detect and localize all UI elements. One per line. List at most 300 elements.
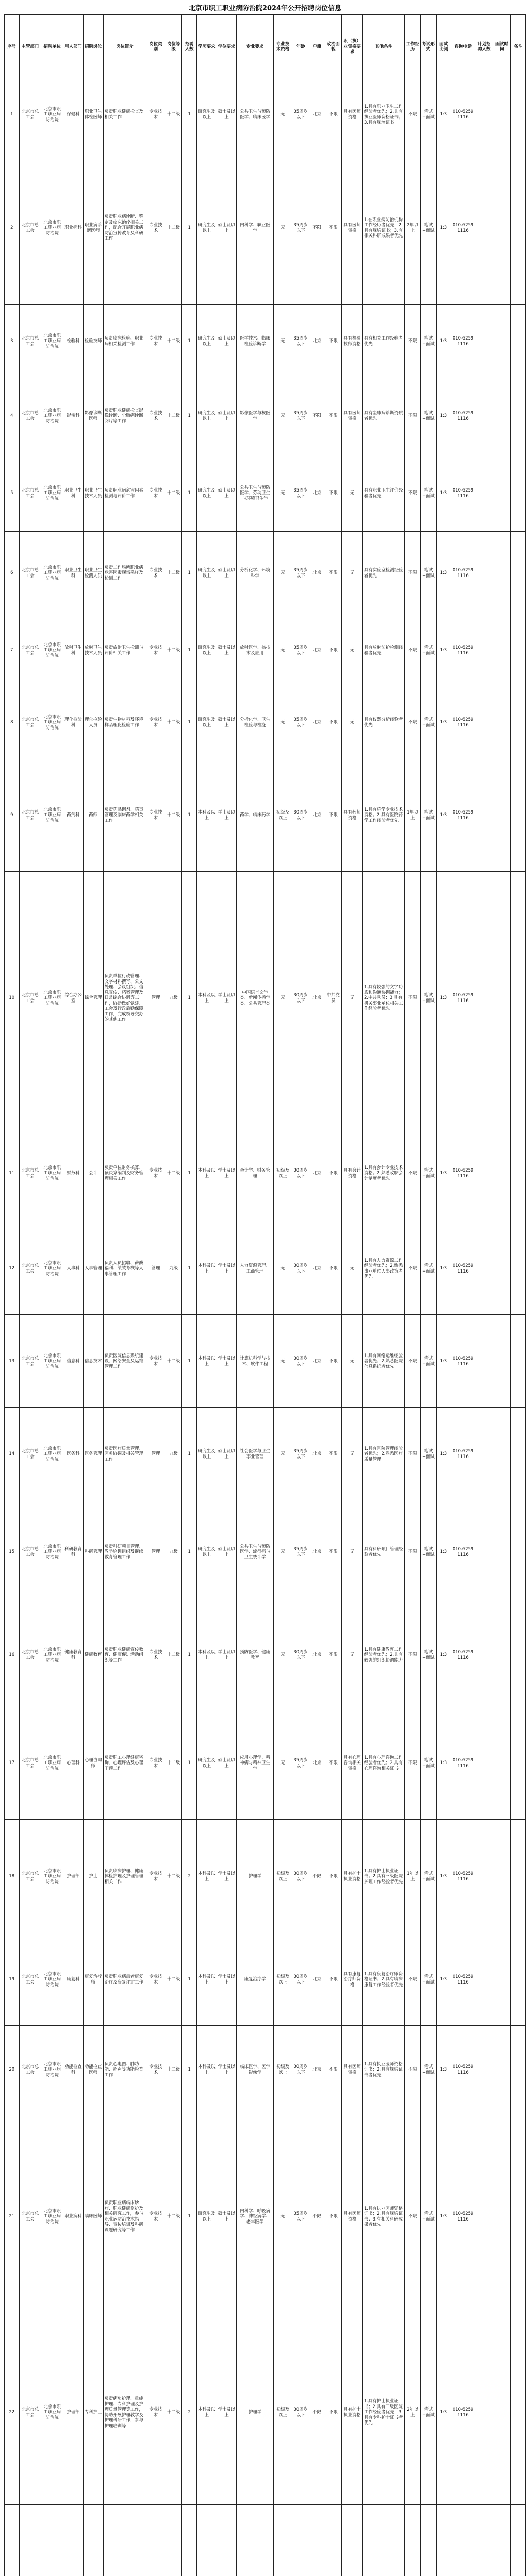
cell-post: 综合管理 [83,872,103,1124]
cell-num: 2 [182,1820,197,1933]
cell-exp: 1年以上 [405,1820,421,1933]
column-header: 户籍 [309,15,325,78]
cell-level: 十二级 [165,1820,182,1933]
cell-major: 预防医学、健康教育 [237,1603,273,1706]
cell-phone: 010-62591116 [451,2319,475,2505]
cell-type: 专业技术 [146,1315,165,1408]
cell-degree: 硕士及以上 [217,532,237,614]
cell-phone: 010-62591116 [451,758,475,872]
cell-hukou: 北京 [309,1603,325,1706]
cell-major: 会计学、财务管理 [237,1124,273,1222]
cell-edu: 研究生及以上 [196,2113,217,2319]
cell-license: 具有医师资格 [342,377,363,454]
cell-time [493,150,511,305]
cell-post: 信息技术 [83,1315,103,1408]
cell-unit [41,2505,63,2576]
cell-title: 无 [273,1315,292,1408]
cell-post: 职业卫生体检医师 [83,78,103,150]
cell-exp: 不限 [405,1315,421,1408]
column-header: 考试形式 [421,15,437,78]
cell-dept: 北京市总工会 [19,1408,41,1500]
cell-time [493,1315,511,1408]
cell-no: 16 [5,1603,20,1706]
cell-edu: 本科及以上 [196,1603,217,1706]
column-header: 招聘岗位 [83,15,103,78]
cell-no: 2 [5,150,20,305]
cell-level: 十二级 [165,686,182,758]
cell-hukou: 北京 [309,614,325,686]
cell-dept: 北京市总工会 [19,1500,41,1603]
cell-dept: 北京市总工会 [19,2113,41,2319]
cell-ratio [436,2505,451,2576]
cell-edu: 本科及以上 [196,1820,217,1933]
cell-exam: 笔试+面试 [421,1315,437,1408]
cell-other: 1.具有会计专业技术资格；2.熟悉政府会计制度者优先 [362,1124,405,1222]
cell-time [493,1222,511,1315]
cell-unit: 北京市职工职业病防治院 [41,150,63,305]
cell-plan [475,1820,493,1933]
cell-note [511,150,526,305]
cell-title: 无 [273,532,292,614]
cell-time [493,1820,511,1933]
cell-exp: 不限 [405,1500,421,1603]
cell-num [182,2505,197,2576]
cell-phone: 010-62591116 [451,1603,475,1706]
cell-user-dept: 放射卫生科 [63,614,84,686]
cell-note [511,1315,526,1408]
cell-user-dept: 护理部 [63,1820,84,1933]
cell-unit: 北京市职工职业病防治院 [41,2113,63,2319]
cell-ratio: 1:3 [436,872,451,1124]
cell-title: 无 [273,454,292,532]
cell-num: 1 [182,532,197,614]
cell-edu: 研究生及以上 [196,614,217,686]
cell-major: 药学、临床药学 [237,758,273,872]
cell-num: 1 [182,1315,197,1408]
cell-phone: 010-62591116 [451,532,475,614]
column-header: 年龄 [292,15,309,78]
cell-title: 无 [273,2113,292,2319]
cell-post: 人事管理 [83,1222,103,1315]
cell-phone: 010-62591116 [451,305,475,377]
table-row [5,1706,526,1820]
cell-edu: 研究生及以上 [196,686,217,758]
cell-politic: 不限 [325,532,342,614]
cell-title: 初级及以上 [273,2026,292,2113]
cell-major: 公共卫生与预防医学、临床医学 [237,78,273,150]
cell-exp: 不限 [405,614,421,686]
table-row [5,305,526,377]
cell-license [342,2505,363,2576]
cell-degree: 硕士及以上 [217,614,237,686]
cell-phone: 010-62591116 [451,1408,475,1500]
cell-time [493,1124,511,1222]
cell-age: 30周岁以下 [292,2319,309,2505]
table-row [5,150,526,305]
cell-plan [475,758,493,872]
cell-phone: 010-62591116 [451,1222,475,1315]
cell-exp: 2年以上 [405,150,421,305]
cell-unit: 北京市职工职业病防治院 [41,1820,63,1933]
cell-plan [475,1124,493,1222]
table-row [5,872,526,1124]
cell-degree: 硕士及以上 [217,454,237,532]
cell-plan [475,78,493,150]
cell-degree: 硕士及以上 [217,2113,237,2319]
cell-plan [475,305,493,377]
cell-politic: 不限 [325,758,342,872]
cell-politic: 不限 [325,454,342,532]
cell-intro: 负责病房护理、重症护理、专科护理及护理质量管理等工作，协助开展护理教学及护理科研工作，参与护理培训等 [103,2319,146,2505]
cell-politic: 不限 [325,2319,342,2505]
cell-title: 无 [273,78,292,150]
cell-license: 具有心理咨询相关资格 [342,1706,363,1820]
cell-time [493,2505,511,2576]
cell-exam: 笔试+面试 [421,377,437,454]
cell-dept: 北京市总工会 [19,686,41,758]
cell-other: 具有职业卫生评价经验者优先 [362,454,405,532]
cell-ratio: 1:3 [436,377,451,454]
cell-unit: 北京市职工职业病防治院 [41,872,63,1124]
cell-num: 1 [182,758,197,872]
cell-intro: 负责单位行政管理、文字材料撰写、公文处理、会议组织、信息宣传、档案管理及日常综合协调等工作，协助做好党建、工会及行政后勤保障工作，完成领导交办的其他工作 [103,872,146,1124]
cell-major: 社会医学与卫生事业管理 [237,1408,273,1500]
cell-type: 管理 [146,872,165,1124]
cell-license: 具有药师资格 [342,758,363,872]
cell-note [511,1408,526,1500]
cell-intro: 负责职业病危害因素检测与评价工作 [103,454,146,532]
cell-dept: 北京市总工会 [19,1315,41,1408]
cell-dept: 北京市总工会 [19,1933,41,2026]
column-header: 学历要求 [196,15,217,78]
cell-note [511,1820,526,1933]
cell-exp: 不限 [405,2026,421,2113]
cell-dept: 北京市总工会 [19,2319,41,2505]
cell-title: 无 [273,1603,292,1706]
cell-exp: 2年以上 [405,2319,421,2505]
cell-plan [475,2113,493,2319]
cell-title: 无 [273,1500,292,1603]
column-header: 备注 [511,15,526,78]
cell-title: 无 [273,1706,292,1820]
cell-post: 检验技师 [83,305,103,377]
cell-level: 十二级 [165,305,182,377]
cell-degree: 硕士及以上 [217,686,237,758]
cell-dept [19,2505,41,2576]
cell-major: 临床医学、医学影像学 [237,2026,273,2113]
cell-post: 功能检查医师 [83,2026,103,2113]
cell-politic [325,2505,342,2576]
cell-politic: 不限 [325,377,342,454]
cell-intro: 负责职工心理健康咨询、心理评估及心理干预工作 [103,1706,146,1820]
cell-phone: 010-62591116 [451,686,475,758]
cell-license: 无 [342,1408,363,1500]
cell-politic: 不限 [325,305,342,377]
cell-plan [475,1933,493,2026]
table-header-row [5,15,526,78]
cell-major: 公共卫生与预防医学、劳动卫生与环境卫生学 [237,454,273,532]
cell-age: 30周岁以下 [292,758,309,872]
column-header: 序号 [5,15,20,78]
cell-post: 护士 [83,1820,103,1933]
cell-post: 健康教育 [83,1603,103,1706]
cell-no: 18 [5,1820,20,1933]
cell-num: 1 [182,2113,197,2319]
cell-title: 无 [273,1222,292,1315]
cell-type: 专业技术 [146,758,165,872]
cell-license: 具有检验技师资格 [342,305,363,377]
cell-type: 专业技术 [146,78,165,150]
column-header: 计划招聘人数 [475,15,493,78]
cell-unit: 北京市职工职业病防治院 [41,2026,63,2113]
cell-hukou: 北京 [309,1222,325,1315]
cell-age [292,2505,309,2576]
cell-post: 药师 [83,758,103,872]
cell-unit: 北京市职工职业病防治院 [41,532,63,614]
column-header: 用人部门 [63,15,84,78]
cell-level: 九级 [165,1222,182,1315]
column-header: 职（执）业资格要求 [342,15,363,78]
cell-age: 35周岁以下 [292,686,309,758]
table-row [5,1408,526,1500]
cell-age: 30周岁以下 [292,872,309,1124]
cell-hukou: 北京 [309,872,325,1124]
cell-plan [475,2505,493,2576]
cell-intro: 负责职业病患者康复治疗及康复评定工作 [103,1933,146,2026]
cell-level: 十二级 [165,1124,182,1222]
cell-level: 十二级 [165,2113,182,2319]
cell-hukou: 不限 [309,2319,325,2505]
cell-plan [475,872,493,1124]
cell-ratio: 1:3 [436,454,451,532]
cell-license: 无 [342,1222,363,1315]
cell-age: 35周岁以下 [292,532,309,614]
cell-time [493,454,511,532]
cell-exp: 不限 [405,1222,421,1315]
cell-exam: 笔试+面试 [421,1124,437,1222]
cell-ratio: 1:3 [436,150,451,305]
cell-post: 理化检验人员 [83,686,103,758]
cell-edu: 本科及以上 [196,1315,217,1408]
cell-type: 专业技术 [146,454,165,532]
cell-note [511,2026,526,2113]
cell-exam: 笔试+面试 [421,614,437,686]
cell-intro [103,2505,146,2576]
table-row [5,1820,526,1933]
cell-level: 十二级 [165,532,182,614]
cell-time [493,532,511,614]
cell-level: 十二级 [165,454,182,532]
cell-edu: 研究生及以上 [196,532,217,614]
cell-politic: 不限 [325,2113,342,2319]
cell-ratio: 1:3 [436,1124,451,1222]
cell-edu: 研究生及以上 [196,78,217,150]
cell-num: 1 [182,78,197,150]
cell-politic: 不限 [325,1222,342,1315]
cell-time [493,78,511,150]
cell-degree: 硕士及以上 [217,78,237,150]
table-row [5,1315,526,1408]
cell-intro: 负责医疗质量管理、医务协调及相关管理工作 [103,1408,146,1500]
cell-exp: 1年以上 [405,758,421,872]
cell-unit: 北京市职工职业病防治院 [41,1124,63,1222]
cell-plan [475,377,493,454]
cell-num: 1 [182,872,197,1124]
column-header: 招聘单位 [41,15,63,78]
cell-no: 4 [5,377,20,454]
cell-type: 专业技术 [146,2319,165,2505]
cell-other: 1.具有药学专业技术资格；2.具有医院药学工作经验者优先 [362,758,405,872]
cell-dept: 北京市总工会 [19,614,41,686]
cell-other: 1.具有医院管理经验者优先；2.熟悉医疗质量管理 [362,1408,405,1500]
table-row [5,2319,526,2505]
cell-note [511,2113,526,2319]
cell-age: 35周岁以下 [292,150,309,305]
cell-no: 19 [5,1933,20,2026]
cell-title: 无 [273,377,292,454]
cell-edu: 研究生及以上 [196,377,217,454]
cell-dept: 北京市总工会 [19,305,41,377]
cell-other: 1.在职业病防治机构工作经历者优先；2.具有规培证书；3.有相关科研成果者优先 [362,150,405,305]
cell-degree: 硕士及以上 [217,377,237,454]
cell-phone: 010-62591116 [451,454,475,532]
column-header: 政治面貌 [325,15,342,78]
recruitment-table [4,14,526,2576]
cell-user-dept: 财务科 [63,1124,84,1222]
cell-major: 影像医学与核医学 [237,377,273,454]
cell-user-dept: 药剂科 [63,758,84,872]
cell-title: 无 [273,686,292,758]
table-row [5,377,526,454]
cell-phone: 010-62591116 [451,78,475,150]
cell-degree: 学士及以上 [217,2319,237,2505]
cell-level: 十二级 [165,1603,182,1706]
cell-unit: 北京市职工职业病防治院 [41,2319,63,2505]
cell-no: 20 [5,2026,20,2113]
cell-user-dept: 心理科 [63,1706,84,1820]
cell-intro: 负责心电图、肺功能、超声等功能检查工作 [103,2026,146,2113]
cell-other: 1.具有心理咨询工作经验者优先；2.具有心理咨询相关证书 [362,1706,405,1820]
cell-dept: 北京市总工会 [19,1603,41,1706]
cell-license: 无 [342,1500,363,1603]
cell-post: 康复治疗师 [83,1933,103,2026]
table-row [5,1933,526,2026]
cell-other: 1.具有健康教育工作经验者优先；2.具有较强的组织协调能力 [362,1603,405,1706]
cell-major: 计算机科学与技术、软件工程 [237,1315,273,1408]
cell-time [493,614,511,686]
cell-title: 无 [273,1408,292,1500]
cell-no: 9 [5,758,20,872]
cell-license: 无 [342,686,363,758]
cell-post: 会计 [83,1124,103,1222]
cell-age: 35周岁以下 [292,377,309,454]
cell-age: 35周岁以下 [292,1408,309,1500]
cell-hukou: 北京 [309,686,325,758]
cell-edu: 研究生及以上 [196,305,217,377]
cell-unit: 北京市职工职业病防治院 [41,1933,63,2026]
cell-note [511,686,526,758]
cell-phone: 010-62591116 [451,614,475,686]
cell-age: 35周岁以下 [292,454,309,532]
cell-politic: 不限 [325,150,342,305]
cell-type: 专业技术 [146,1933,165,2026]
cell-user-dept: 保健科 [63,78,84,150]
cell-major: 护理学 [237,1820,273,1933]
cell-plan [475,686,493,758]
cell-time [493,758,511,872]
cell-dept: 北京市总工会 [19,532,41,614]
cell-title [273,2505,292,2576]
cell-edu: 本科及以上 [196,758,217,872]
cell-degree [217,2505,237,2576]
document-page [4,3,526,2576]
cell-degree: 学士及以上 [217,1820,237,1933]
table-row [5,454,526,532]
cell-hukou: 北京 [309,532,325,614]
cell-hukou: 北京 [309,1500,325,1603]
cell-age: 30周岁以下 [292,1315,309,1408]
cell-title: 无 [273,150,292,305]
table-row [5,758,526,872]
cell-other: 1.具有职业卫生工作经验者优先；2.具有执业医师资格证书；3.具有规培证书 [362,78,405,150]
cell-time [493,872,511,1124]
cell-ratio: 1:3 [436,1820,451,1933]
cell-other: 1.具有人力资源工作经验者优先；2.熟悉事业单位人事政策者优先 [362,1222,405,1315]
cell-major: 人力资源管理、工商管理 [237,1222,273,1315]
cell-time [493,2319,511,2505]
cell-major: 应用心理学、精神病与精神卫生学 [237,1706,273,1820]
cell-no [5,2505,20,2576]
cell-level [165,2505,182,2576]
cell-num: 1 [182,454,197,532]
table-body [5,78,526,2576]
cell-level: 十二级 [165,614,182,686]
cell-post: 临床医师 [83,2113,103,2319]
cell-phone: 010-62591116 [451,1820,475,1933]
cell-time [493,2026,511,2113]
column-header: 其他条件 [362,15,405,78]
cell-intro: 负责药品调剂、药事管理及临床药学相关工作 [103,758,146,872]
cell-degree: 学士及以上 [217,1222,237,1315]
cell-exp: 不限 [405,1124,421,1222]
table-row [5,1124,526,1222]
cell-num: 1 [182,150,197,305]
cell-no: 11 [5,1124,20,1222]
cell-exp: 不限 [405,377,421,454]
cell-no: 22 [5,2319,20,2505]
cell-politic: 不限 [325,1315,342,1408]
cell-user-dept: 职业卫生科 [63,532,84,614]
cell-hukou: 不限 [309,2113,325,2319]
cell-hukou: 北京 [309,78,325,150]
table-row [5,2113,526,2319]
cell-exam: 笔试+面试 [421,2113,437,2319]
cell-type: 管理 [146,1500,165,1603]
cell-politic: 不限 [325,614,342,686]
cell-plan [475,150,493,305]
cell-user-dept: 护理部 [63,2319,84,2505]
table-row [5,78,526,150]
cell-hukou: 北京 [309,305,325,377]
cell-major: 放射医学、核技术及应用 [237,614,273,686]
cell-note [511,614,526,686]
cell-level: 十二级 [165,2026,182,2113]
cell-ratio: 1:3 [436,78,451,150]
cell-no: 10 [5,872,20,1124]
cell-major: 护理学 [237,2319,273,2505]
cell-ratio: 1:3 [436,686,451,758]
column-header: 主管部门 [19,15,41,78]
